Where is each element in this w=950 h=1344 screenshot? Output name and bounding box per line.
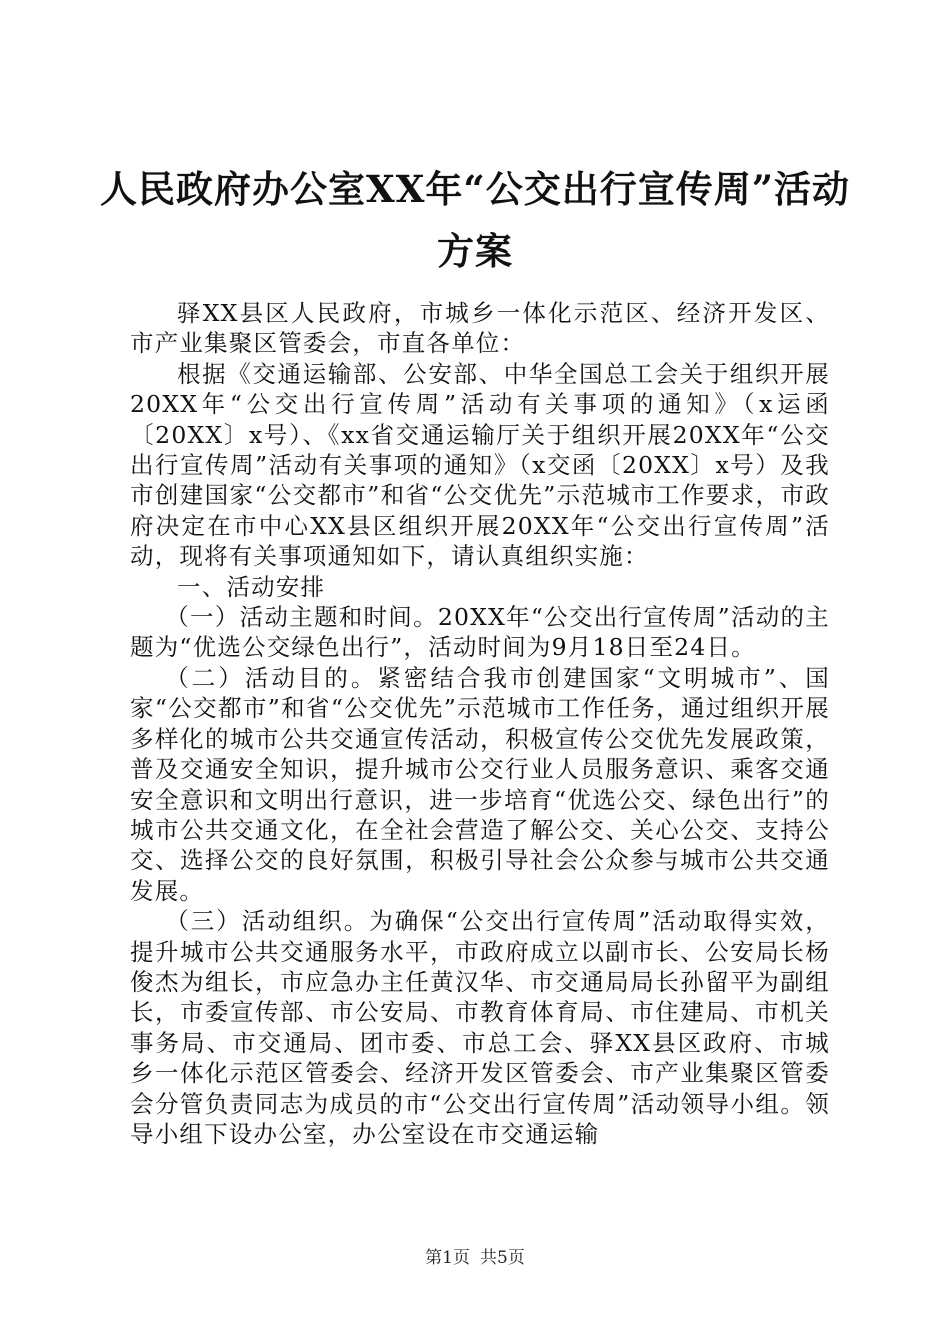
paragraph-purpose: （二）活动目的。紧密结合我市创建国家“文明城市”、国家“公交都市”和省“公交优先”示范城市工作任务，通过组织开展多样化的城市公共交通宣传活动，积极宣传公交优先发展政策，普及交通安全知识，提升城市公交行业人员服务意识、乘客交通安全意识和文明出行意识，进一步培育“优选公交、绿色出行”的城市公共交通文化，在全社会营造了解公交、关心公交、支持公交、选择公交的良好氛围，积极引导社会公众参与城市公共交通发展。 xyxy=(130,663,830,905)
paragraph-intro: 根据《交通运输部、公安部、中华全国总工会关于组织开展20XX年“公交出行宣传周”活动有关事项的通知》（x运函〔20XX〕x号）、《xx省交通运输厅关于组织开展20XX年“公交出行宣传周”活动有关事项的通知》（x交函〔20XX〕x号）及我市创建国家“公交都市”和省“公交优先”示范城市工作要求，市政府决定在市中心XX县区组织开展20XX年“公交出行宣传周”活动，现将有关事项通知如下，请认真组织实施： xyxy=(130,359,830,571)
page-number: 第1页 xyxy=(425,1248,470,1268)
section-heading: 一、活动安排 xyxy=(177,572,326,601)
paragraph-theme-time: （一）活动主题和时间。20XX年“公交出行宣传周”活动的主题为“优选公交绿色出行”，活动时间为9月18日至24日。 xyxy=(130,603,830,662)
document-body xyxy=(130,298,830,1149)
paragraph-organization: （三）活动组织。为确保“公交出行宣传周”活动取得实效，提升城市公共交通服务水平，市政府成立以副市长、公安局长杨俊杰为组长，市应急办主任黄汉华、市交通局局长孙留平为副组长，市委宣传部、市公安局、市教育体育局、市住建局、市机关事务局、市交通局、团市委、市总工会、驿XX县区政府、市城乡一体化示范区管委会、经济开发区管委会、市产业集聚区管委会分管负责同志为成员的市“公交出行宣传周”活动领导小组。领导小组下设办公室，办公室设在市交通运输 xyxy=(130,907,830,1148)
salutation: 驿XX县区人民政府，市城乡一体化示范区、经济开发区、市产业集聚区管委会，市直各单位： xyxy=(130,299,830,358)
page-total: 共5页 xyxy=(480,1248,525,1268)
page-footer xyxy=(0,1243,950,1268)
document-title: 人民政府办公室XX年“公交出行宣传周”活动方案 xyxy=(100,167,850,273)
